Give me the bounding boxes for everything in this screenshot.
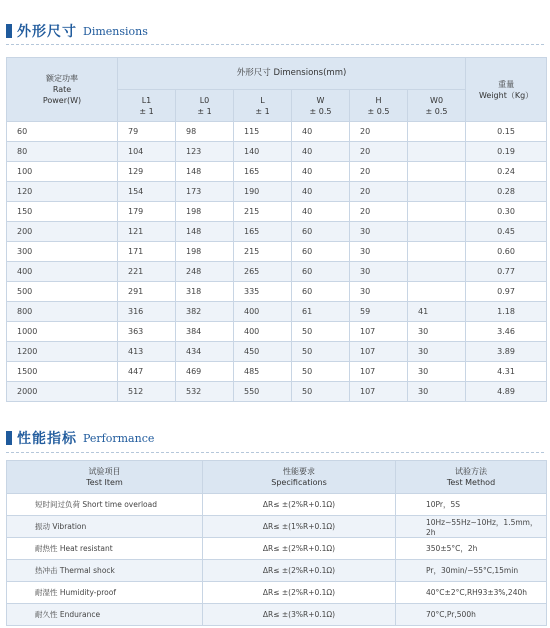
table-cell: Pr，30min/−55°C,15min [396, 560, 547, 582]
table-cell: 40 [292, 162, 350, 182]
table-cell: 1200 [7, 342, 118, 362]
table-cell: 0.30 [466, 202, 547, 222]
table-cell [408, 282, 466, 302]
table-cell: 512 [118, 382, 176, 402]
table-cell: 1.18 [466, 302, 547, 322]
header-col-w0: W0 ± 0.5 [408, 90, 466, 122]
table-row [7, 202, 547, 222]
header-col-l: L ± 1 [234, 90, 292, 122]
table-cell: 120 [7, 182, 118, 202]
table-cell: 318 [176, 282, 234, 302]
table-cell: 60 [7, 122, 118, 142]
table-cell: 50 [292, 382, 350, 402]
table-cell: 140 [234, 142, 292, 162]
table-cell: 198 [176, 202, 234, 222]
table-cell: 316 [118, 302, 176, 322]
table-cell: 100 [7, 162, 118, 182]
table-cell: 50 [292, 362, 350, 382]
table-cell: ΔR≤ ±(2%R+0.1Ω) [203, 538, 396, 560]
performance-title-en: Performance [83, 431, 155, 445]
table-cell: 40 [292, 142, 350, 162]
table-cell: 1500 [7, 362, 118, 382]
table-cell: 150 [7, 202, 118, 222]
header-rated-power: 额定功率 Rate Power(W) [7, 58, 118, 122]
table-cell: 107 [350, 342, 408, 362]
table-cell [408, 262, 466, 282]
table-row [7, 242, 547, 262]
table-cell: ΔR≤ ±(2%R+0.1Ω) [203, 494, 396, 516]
table-cell: 60 [292, 222, 350, 242]
dimensions-title-en: Dimensions [83, 24, 148, 38]
performance-title-cn: 性能指标 [17, 431, 77, 447]
table-cell: 148 [176, 162, 234, 182]
header-specifications: 性能要求 Specifications [203, 461, 396, 494]
table-cell: 447 [118, 362, 176, 382]
table-cell: 200 [7, 222, 118, 242]
table-cell: ΔR≤ ±(2%R+0.1Ω) [203, 560, 396, 582]
table-cell: 4.89 [466, 382, 547, 402]
table-cell: 173 [176, 182, 234, 202]
table-cell: 400 [234, 302, 292, 322]
table-cell: 107 [350, 322, 408, 342]
table-cell: 30 [350, 262, 408, 282]
table-cell: 291 [118, 282, 176, 302]
divider [6, 44, 544, 45]
table-cell: 20 [350, 162, 408, 182]
header-col-l1: L1 ± 1 [118, 90, 176, 122]
table-cell: 215 [234, 242, 292, 262]
table-cell: 61 [292, 302, 350, 322]
table-cell: 413 [118, 342, 176, 362]
table-cell: 190 [234, 182, 292, 202]
table-cell: 0.19 [466, 142, 547, 162]
table-cell: 3.46 [466, 322, 547, 342]
table-cell: 短时间过负荷 Short time overload [7, 494, 203, 516]
table-cell: 198 [176, 242, 234, 262]
table-cell: ΔR≤ ±(1%R+0.1Ω) [203, 516, 396, 538]
table-cell: 98 [176, 122, 234, 142]
table-cell: 10Pr，5S [396, 494, 547, 516]
table-cell [408, 242, 466, 262]
table-cell: 107 [350, 362, 408, 382]
table-cell: 1000 [7, 322, 118, 342]
table-cell: 60 [292, 242, 350, 262]
dimensions-table [6, 57, 547, 402]
table-cell: 79 [118, 122, 176, 142]
table-cell: 450 [234, 342, 292, 362]
table-cell: 59 [350, 302, 408, 322]
table-cell [408, 202, 466, 222]
table-cell: 179 [118, 202, 176, 222]
divider [6, 452, 544, 453]
table-cell: 40°C±2°C,RH93±3%,240h [396, 582, 547, 604]
table-row [7, 516, 547, 538]
table-cell: 248 [176, 262, 234, 282]
table-cell: 215 [234, 202, 292, 222]
table-row [7, 538, 547, 560]
table-cell: 154 [118, 182, 176, 202]
section-marker [6, 431, 12, 445]
table-cell: 0.77 [466, 262, 547, 282]
table-cell: 221 [118, 262, 176, 282]
table-cell: 363 [118, 322, 176, 342]
table-cell: 30 [350, 242, 408, 262]
table-cell: 40 [292, 122, 350, 142]
header-col-l0: L0 ± 1 [176, 90, 234, 122]
table-cell [408, 222, 466, 242]
table-cell: 115 [234, 122, 292, 142]
header-col-w: W ± 0.5 [292, 90, 350, 122]
table-cell: 30 [350, 222, 408, 242]
table-cell: 500 [7, 282, 118, 302]
table-cell: 耐热性 Heat resistant [7, 538, 203, 560]
header-dimensions-group: 外形尺寸 Dimensions(mm) [118, 58, 466, 90]
dimensions-section-title [6, 21, 148, 41]
table-cell: 3.89 [466, 342, 547, 362]
table-row [7, 342, 547, 362]
table-cell: 30 [408, 322, 466, 342]
table-cell [408, 182, 466, 202]
table-cell: 40 [292, 202, 350, 222]
table-cell: 0.97 [466, 282, 547, 302]
section-marker [6, 24, 12, 38]
table-cell: 0.28 [466, 182, 547, 202]
table-cell: ΔR≤ ±(2%R+0.1Ω) [203, 582, 396, 604]
table-cell: ΔR≤ ±(3%R+0.1Ω) [203, 604, 396, 626]
table-cell: 0.45 [466, 222, 547, 242]
table-row [7, 282, 547, 302]
header-test-method: 试验方法 Test Method [396, 461, 547, 494]
table-cell: 20 [350, 142, 408, 162]
table-row [7, 302, 547, 322]
table-row [7, 382, 547, 402]
dimensions-title-cn: 外形尺寸 [17, 24, 77, 40]
header-col-h: H ± 0.5 [350, 90, 408, 122]
table-cell: 300 [7, 242, 118, 262]
table-cell: 20 [350, 182, 408, 202]
table-cell: 171 [118, 242, 176, 262]
table-cell: 10Hz~55Hz~10Hz，1.5mm，2h [396, 516, 547, 538]
table-row [7, 322, 547, 342]
table-cell: 335 [234, 282, 292, 302]
table-cell: 热冲击 Thermal shock [7, 560, 203, 582]
table-cell: 129 [118, 162, 176, 182]
table-cell: 30 [408, 362, 466, 382]
table-cell: 30 [408, 342, 466, 362]
table-cell: 耐湿性 Humidity-proof [7, 582, 203, 604]
table-row [7, 494, 547, 516]
table-cell: 384 [176, 322, 234, 342]
table-cell: 148 [176, 222, 234, 242]
table-cell: 40 [292, 182, 350, 202]
table-cell: 485 [234, 362, 292, 382]
table-cell: 30 [408, 382, 466, 402]
table-cell: 121 [118, 222, 176, 242]
table-cell: 2000 [7, 382, 118, 402]
table-cell [408, 162, 466, 182]
table-cell: 382 [176, 302, 234, 322]
table-cell [408, 142, 466, 162]
table-cell: 0.15 [466, 122, 547, 142]
table-cell: 70°C,Pr,500h [396, 604, 547, 626]
table-cell: 532 [176, 382, 234, 402]
table-row [7, 362, 547, 382]
table-cell: 165 [234, 162, 292, 182]
table-row [7, 182, 547, 202]
table-cell: 80 [7, 142, 118, 162]
table-row [7, 142, 547, 162]
table-row [7, 162, 547, 182]
table-cell [408, 122, 466, 142]
table-cell: 50 [292, 342, 350, 362]
table-row [7, 262, 547, 282]
table-cell: 60 [292, 282, 350, 302]
table-cell: 振动 Vibration [7, 516, 203, 538]
table-cell: 60 [292, 262, 350, 282]
header-weight: 重量 Weight（Kg） [466, 58, 547, 122]
table-cell: 165 [234, 222, 292, 242]
table-row [7, 604, 547, 626]
table-cell: 265 [234, 262, 292, 282]
table-cell: 20 [350, 202, 408, 222]
table-row [7, 222, 547, 242]
table-cell: 0.24 [466, 162, 547, 182]
table-cell: 123 [176, 142, 234, 162]
header-test-item: 试验项目 Test Item [7, 461, 203, 494]
table-cell: 550 [234, 382, 292, 402]
table-row [7, 122, 547, 142]
table-cell: 350±5°C，2h [396, 538, 547, 560]
table-cell: 41 [408, 302, 466, 322]
table-cell: 400 [7, 262, 118, 282]
table-cell: 30 [350, 282, 408, 302]
table-cell: 4.31 [466, 362, 547, 382]
table-cell: 434 [176, 342, 234, 362]
table-row [7, 582, 547, 604]
table-cell: 800 [7, 302, 118, 322]
table-cell: 469 [176, 362, 234, 382]
performance-table [6, 460, 547, 626]
table-cell: 20 [350, 122, 408, 142]
table-cell: 400 [234, 322, 292, 342]
table-cell: 107 [350, 382, 408, 402]
table-row [7, 560, 547, 582]
performance-section-title [6, 428, 154, 448]
table-cell: 0.60 [466, 242, 547, 262]
table-cell: 104 [118, 142, 176, 162]
table-cell: 耐久性 Endurance [7, 604, 203, 626]
table-cell: 50 [292, 322, 350, 342]
